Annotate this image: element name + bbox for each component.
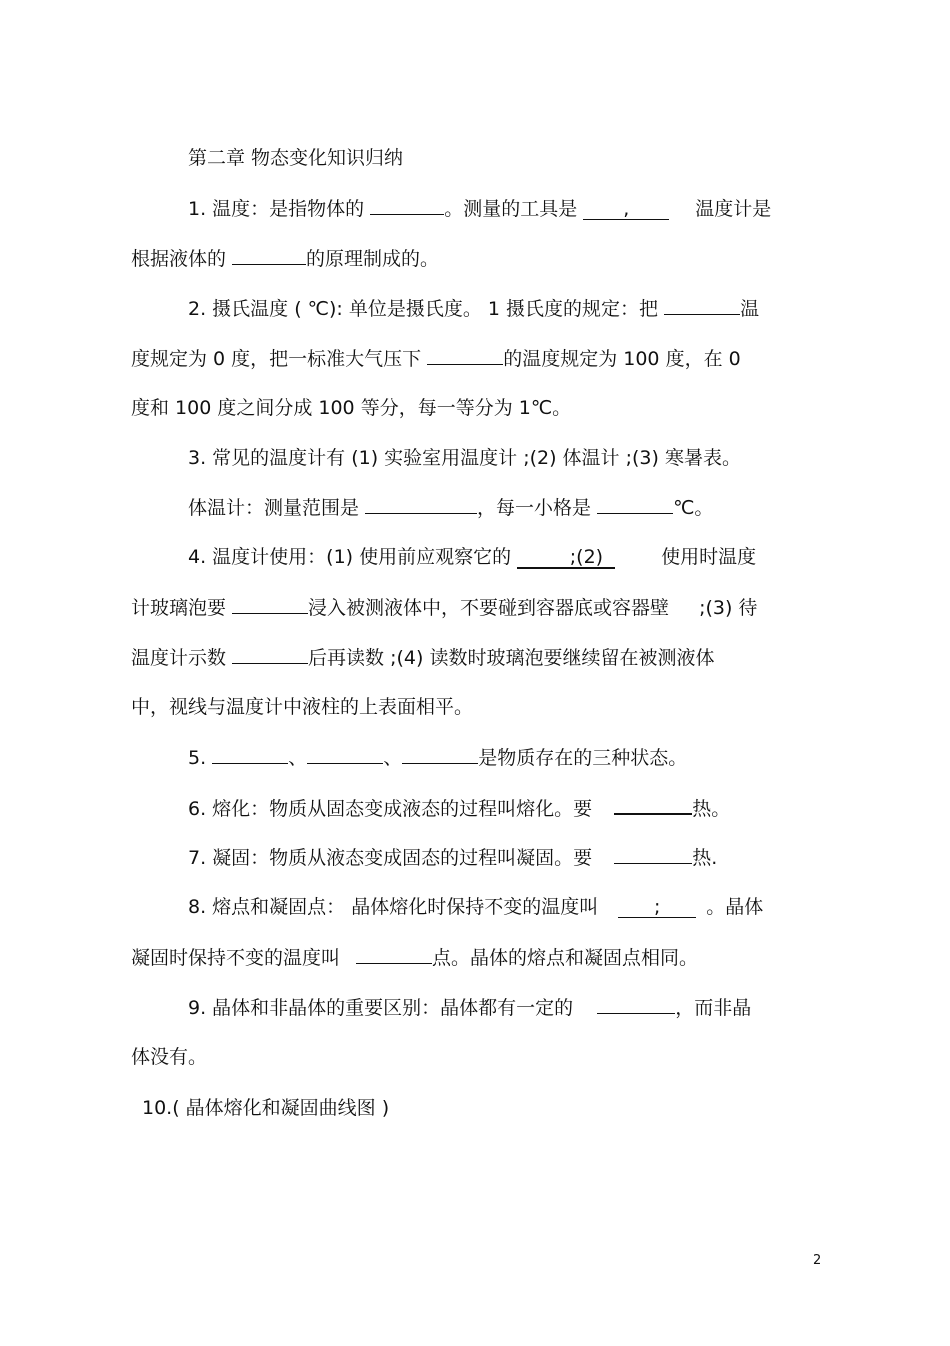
- blank: [356, 945, 432, 964]
- item-2-line-3: 度和 100 度之间分成 100 等分，每一等分为 1℃。: [131, 397, 572, 419]
- blank: [232, 645, 308, 664]
- blank: [664, 296, 740, 315]
- blank-with-text: ;(2): [517, 547, 615, 569]
- item-6-line-1: 6. 熔化：物质从固态变成液态的过程叫熔化。要 热。: [188, 795, 730, 821]
- item-1-line-1: 1. 温度：是指物体的 。测量的工具是 , 温度计是: [188, 198, 772, 220]
- blank: [365, 495, 477, 514]
- blank-with-comma: ,: [583, 199, 669, 220]
- page-number: 2: [813, 1253, 822, 1268]
- blank-with-semicolon: ;: [618, 897, 696, 918]
- blank: [614, 845, 692, 864]
- item-3-line-2: 体温计：测量范围是 ，每一小格是 ℃。: [188, 497, 714, 519]
- blank: [232, 595, 308, 614]
- item-2-line-2: 度规定为 0 度，把一标准大气压下 的温度规定为 100 度，在 0: [131, 348, 741, 370]
- item-9-line-2: 体没有。: [131, 1046, 208, 1068]
- item-4-line-3: 温度计示数 后再读数 ;(4) 读数时玻璃泡要继续留在被测液体: [131, 647, 715, 669]
- item-8-line-2: 凝固时保持不变的温度叫 点。晶体的熔点和凝固点相同。: [131, 947, 699, 969]
- item-10-line-1: 10.( 晶体熔化和凝固曲线图 ): [142, 1097, 390, 1119]
- item-4-line-2: 计玻璃泡要 浸入被测液体中，不要碰到容器底或容器壁 ;(3) 待: [131, 597, 758, 619]
- item-8-line-1: 8. 熔点和凝固点： 晶体熔化时保持不变的温度叫 ; 。晶体: [188, 896, 764, 918]
- item-3-line-1: 3. 常见的温度计有 (1) 实验室用温度计 ;(2) 体温计 ;(3) 寒暑表。: [188, 447, 741, 469]
- chapter-title: 第二章 物态变化知识归纳: [188, 147, 404, 169]
- blank: [370, 196, 444, 215]
- item-9-line-1: 9. 晶体和非晶体的重要区别：晶体都有一定的 ，而非晶: [188, 997, 752, 1019]
- item-7-line-1: 7. 凝固：物质从液态变成固态的过程叫凝固。要 热.: [188, 847, 718, 869]
- blank: [597, 995, 675, 1014]
- item-4-line-4: 中，视线与温度计中液柱的上表面相平。: [131, 696, 474, 718]
- blank: [614, 795, 692, 815]
- item-5-line-1: 5. 、 、 是物质存在的三种状态。: [188, 747, 688, 769]
- item-2-line-1: 2. 摄氏温度 ( ℃): 单位是摄氏度。 1 摄氏度的规定：把 温: [188, 298, 760, 320]
- blank: [597, 495, 673, 514]
- blank: [212, 745, 288, 764]
- item-4-line-1: 4. 温度计使用：(1) 使用前应观察它的 ;(2) 使用时温度: [188, 546, 757, 568]
- blank: [427, 346, 503, 365]
- blank: [232, 246, 306, 265]
- blank: [402, 745, 478, 764]
- blank: [307, 745, 383, 764]
- item-1-line-2: 根据液体的 的原理制成的。: [131, 248, 440, 270]
